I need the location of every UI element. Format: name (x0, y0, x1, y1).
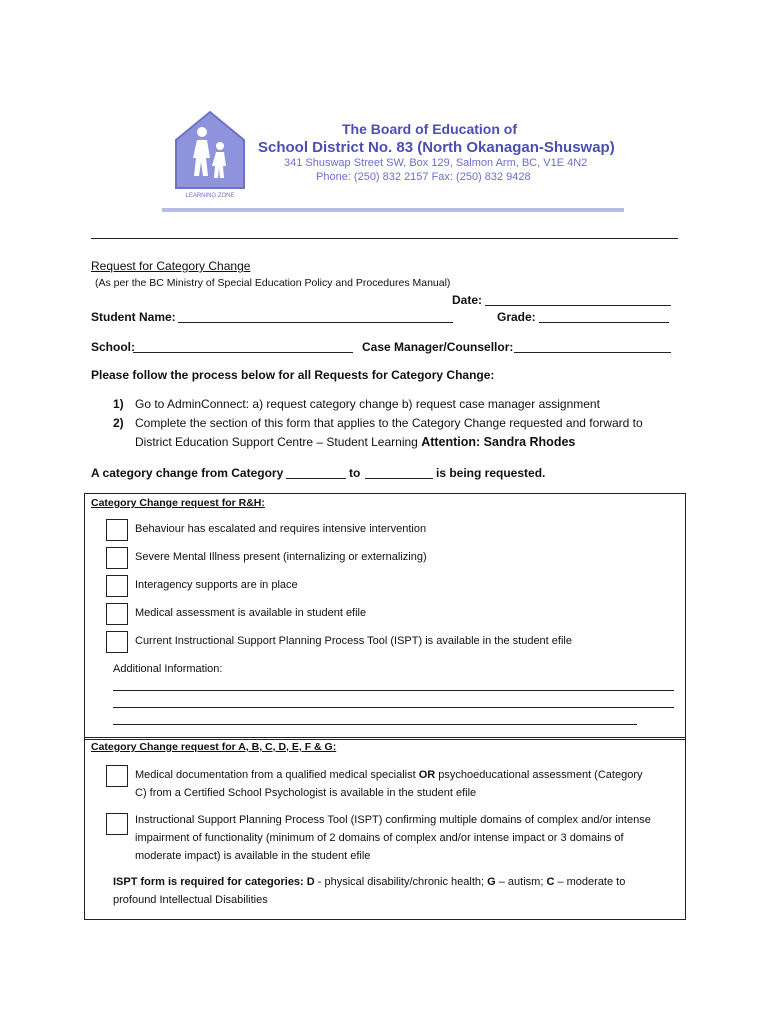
ag-checkbox-1[interactable] (106, 765, 128, 787)
ag-section-heading: Category Change request for A, B, C, D, E, F & G: (91, 741, 337, 753)
rh-section-heading: Category Change request for R&H: (91, 497, 265, 509)
rh-option-3: Interagency supports are in place (135, 579, 298, 591)
rh-option-1: Behaviour has escalated and requires intensive intervention (135, 523, 427, 535)
letterhead-district-name: School District No. 83 (North Okanagan-Shuswap) (258, 139, 615, 156)
step-2-text: Complete the section of this form that applies to the Category Change requested and forward to (135, 416, 643, 430)
date-label: Date: (452, 293, 483, 307)
rh-option-5: Current Instructional Support Planning Process Tool (ISPT) is available in the student efile (135, 635, 572, 647)
step-2-number: 2) (113, 416, 124, 430)
additional-info-line-3[interactable] (113, 724, 637, 725)
step-2-destination: District Education Support Centre – Student Learning (135, 435, 418, 449)
additional-info-label: Additional Information: (113, 663, 223, 675)
case-manager-field[interactable] (514, 352, 671, 353)
rh-checkbox-4[interactable] (106, 603, 128, 625)
step-1-number: 1) (113, 397, 124, 411)
letterhead-divider (162, 208, 624, 212)
rh-checkbox-2[interactable] (106, 547, 128, 569)
letterhead-board-title: The Board of Education of (342, 121, 517, 137)
ispt-note-p3: G (487, 876, 496, 888)
rh-checkbox-5[interactable] (106, 631, 128, 653)
rh-checkbox-3[interactable] (106, 575, 128, 597)
ag-option-1-line1 (135, 769, 642, 781)
change-sentence-part1: A category change from Category (91, 466, 284, 480)
form-subtitle: (As per the BC Ministry of Special Education Policy and Procedures Manual) (95, 277, 451, 289)
rh-option-4: Medical assessment is available in student efile (135, 607, 367, 619)
ag-checkbox-2[interactable] (106, 813, 128, 835)
student-name-field[interactable] (178, 322, 453, 323)
ag-section-box (84, 737, 686, 920)
school-district-logo (174, 110, 246, 200)
ag-option-1-part-b: psychoeducational assessment (Category (435, 769, 643, 781)
ispt-note-p6: – moderate to (554, 876, 626, 888)
date-field[interactable] (485, 305, 671, 306)
letterhead-contact: Phone: (250) 832 2157 Fax: (250) 832 9428 (316, 171, 531, 183)
ag-option-1-or: OR (418, 769, 436, 781)
logo-caption: LEARNING ZONE (185, 193, 235, 199)
school-label: School: (91, 340, 135, 354)
ag-option-1-part-a: Medical documentation from a qualified medical specialist (135, 769, 419, 781)
form-title: Request for Category Change (91, 259, 251, 273)
rh-option-2: Severe Mental Illness present (internalizing or externalizing) (135, 551, 427, 563)
ispt-note-p1: ISPT form is required for categories: D (113, 876, 315, 888)
to-category-field[interactable] (365, 478, 433, 479)
header-rule (91, 238, 678, 239)
step-2-attention: Attention: Sandra Rhodes (421, 435, 576, 449)
step-2-continuation (135, 435, 575, 449)
change-sentence-part2: to (349, 466, 361, 480)
additional-info-line-2[interactable] (113, 707, 674, 708)
grade-label: Grade: (497, 310, 536, 324)
school-field[interactable] (133, 352, 353, 353)
student-name-label: Student Name: (91, 310, 176, 324)
grade-field[interactable] (539, 322, 669, 323)
ispt-note-p2: - physical disability/chronic health; (314, 876, 488, 888)
ag-option-2-line1: Instructional Support Planning Process Tool (ISPT) confirming multiple domains of complex and/or intense (135, 814, 651, 826)
rh-checkbox-1[interactable] (106, 519, 128, 541)
ispt-note-p5: C (546, 876, 555, 888)
from-category-field[interactable] (286, 478, 346, 479)
case-manager-label: Case Manager/Counsellor: (362, 340, 514, 354)
ag-option-2-line2: impairment of functionality (minimum of 2 domains of complex and/or intense impact or 3 domains of (135, 832, 624, 844)
instructions-heading: Please follow the process below for all Requests for Category Change: (91, 368, 495, 382)
change-sentence-part3: is being requested. (436, 466, 546, 480)
step-1-text: Go to AdminConnect: a) request category change b) request case manager assignment (135, 397, 600, 411)
ispt-note-p4: – autism; (495, 876, 547, 888)
ag-option-2-line3: moderate impact) is available in the student efile (135, 850, 371, 862)
ispt-note-line1 (113, 876, 625, 888)
ag-option-1-line2: C) from a Certified School Psychologist is available in the student efile (135, 787, 477, 799)
additional-info-line-1[interactable] (113, 690, 674, 691)
letterhead-address: 341 Shuswap Street SW, Box 129, Salmon Arm, BC, V1E 4N2 (284, 157, 588, 169)
school-crossing-icon (174, 110, 246, 200)
ispt-note-line2: profound Intellectual Disabilities (113, 894, 268, 906)
